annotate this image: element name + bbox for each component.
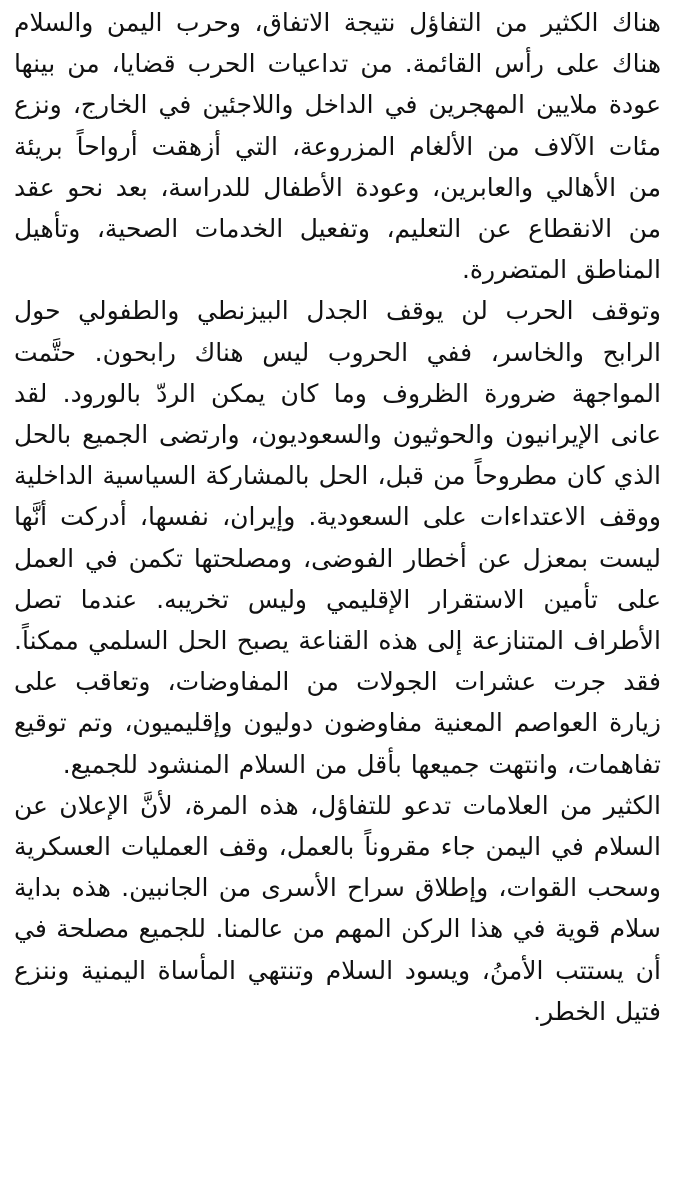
article-body bbox=[14, 0, 661, 1032]
paragraph-2: وتوقف الحرب لن يوقف الجدل البيزنطي والطفولي حول الرابح والخاسر، ففي الحروب ليس هناك رابحون. حتَّمت المواجهة ضرورة الظروف وما كان يمكن الردّ بالورود. لقد عانى الإيرانيون والحوثيون والسعوديون، وارتضى الجميع بالحل الذي كان مطروحاً من قبل، الحل بالمشاركة السياسية الداخلية ووقف الاعتداءات على السعودية. وإيران، نفسها، أدركت أنَّها ليست بمعزل عن أخطار الفوضى، ومصلحتها تكمن في العمل على تأمين الاستقرار الإقليمي وليس تخريبه. عندما تصل الأطراف المتنازعة إلى هذه القناعة يصبح الحل السلمي ممكناً. فقد جرت عشرات الجولات من المفاوضات، وتعاقب على زيارة العواصم المعنية مفاوضون دوليون وإقليميون، وتم توقيع تفاهمات، وانتهت جميعها بأقل من السلام المنشود للجميع. bbox=[14, 296, 661, 779]
paragraph-3: الكثير من العلامات تدعو للتفاؤل، هذه المرة، لأنَّ الإعلان عن السلام في اليمن جاء مقروناً بالعمل، وقف العمليات العسكرية وسحب القوات، وإطلاق سراح الأسرى من الجانبين. هذه بداية سلام قوية في هذا الركن المهم من عالمنا. للجميع مصلحة في أن يستتب الأمنُ، ويسود السلام وتنتهي المأساة اليمنية وننزع فتيل الخطر. bbox=[14, 790, 661, 1026]
paragraph-1: هناك الكثير من التفاؤل نتيجة الاتفاق، وحرب اليمن والسلام هناك على رأس القائمة. من تداعيات الحرب قضايا، من بينها عودة ملايين المهجرين في الداخل واللاجئين في الخارج، ونزع مئات الآلاف من الألغام المزروعة، التي أزهقت أرواحاً بريئة من الأهالي والعابرين، وعودة الأطفال للدراسة، بعد نحو عقد من الانقطاع عن التعليم، وتفعيل الخدمات الصحية، وتأهيل المناطق المتضررة. bbox=[14, 8, 661, 285]
